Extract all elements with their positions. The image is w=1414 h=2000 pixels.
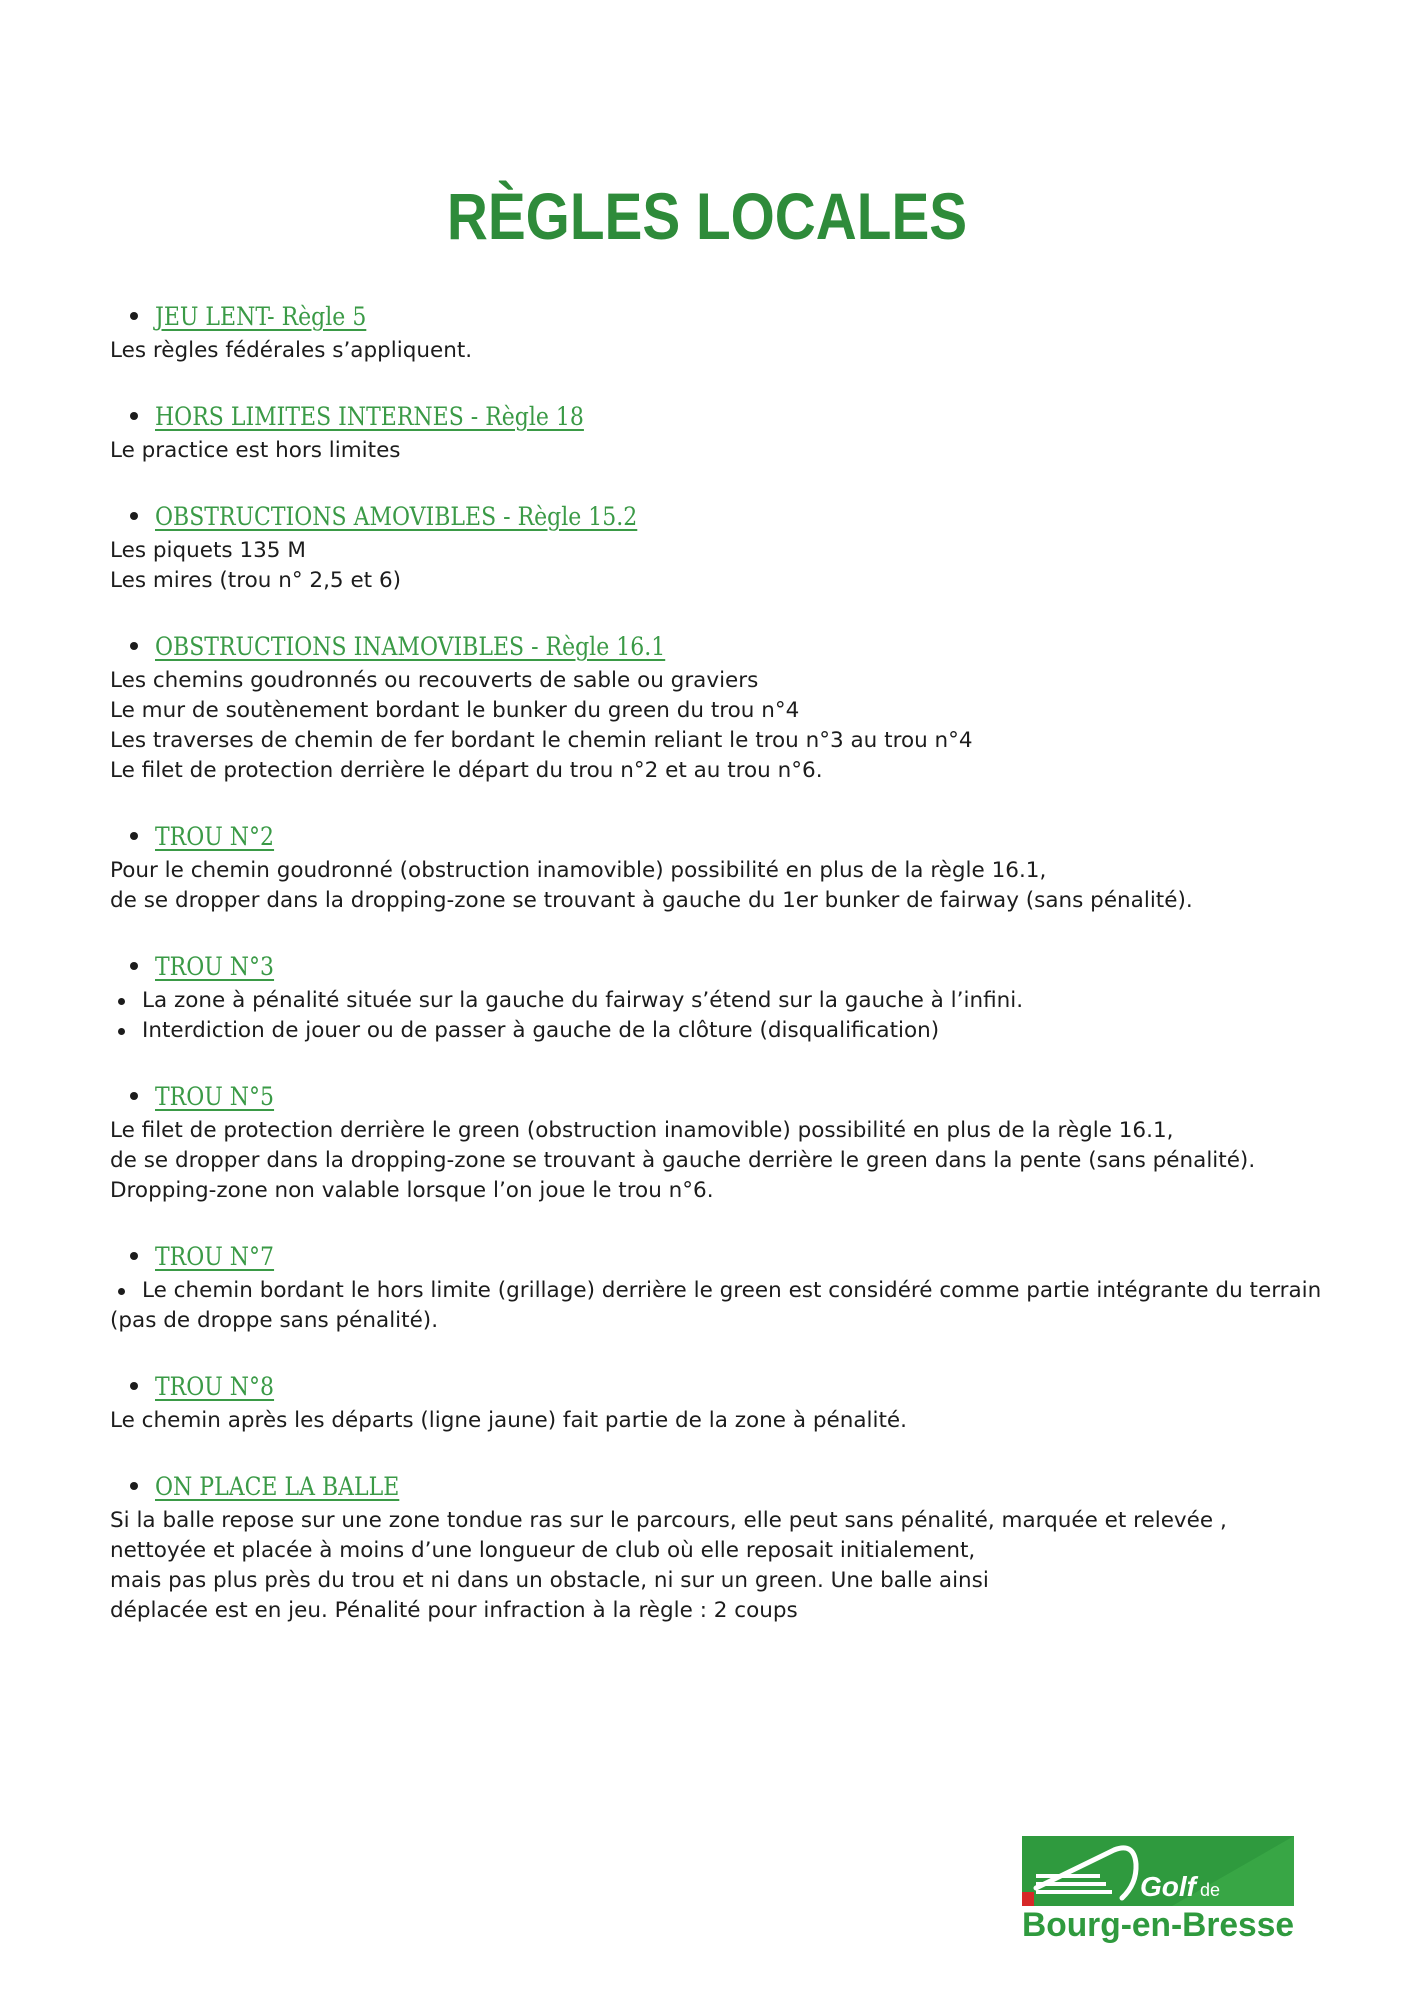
section-link[interactable]: OBSTRUCTIONS AMOVIBLES - Règle 15.2 — [155, 501, 638, 531]
list-item — [110, 1276, 1330, 1306]
section-trou-3 — [110, 946, 1330, 1046]
section-link[interactable]: TROU N°7 — [155, 1241, 275, 1271]
section-text: Pour le chemin goudronné (obstruction inamovible) possibilité en plus de la règle 16.1, — [110, 858, 1047, 883]
section-link[interactable]: HORS LIMITES INTERNES - Règle 18 — [155, 401, 584, 431]
bullet-icon — [130, 1252, 138, 1260]
bullet-icon — [130, 832, 138, 840]
bullet-icon — [130, 1092, 138, 1100]
bullet-icon — [130, 962, 138, 970]
section-trou-8 — [110, 1366, 1330, 1436]
bullet-icon — [130, 1382, 138, 1390]
section-on-place-la-balle — [110, 1466, 1330, 1626]
section-text: Si la balle repose sur une zone tondue ras sur le parcours, elle peut sans pénalité, marquée et relevée , — [110, 1508, 1227, 1533]
logo-de-text: de — [1200, 1880, 1221, 1900]
logo-golf-text: Golf — [1140, 1871, 1196, 1902]
section-text: déplacée est en jeu. Pénalité pour infraction à la règle : 2 coups — [110, 1598, 798, 1623]
section-link[interactable]: TROU N°2 — [155, 821, 275, 851]
logo-bourg-text: Bourg-en-Bresse — [1022, 1906, 1294, 1944]
section-link[interactable]: ON PLACE LA BALLE — [155, 1471, 400, 1501]
bullet-icon — [118, 1028, 125, 1035]
section-link[interactable]: OBSTRUCTIONS INAMOVIBLES - Règle 16.1 — [155, 631, 666, 661]
section-text: Les chemins goudronnés ou recouverts de sable ou graviers — [110, 668, 759, 693]
rules-list — [110, 296, 1330, 1656]
section-text: de se dropper dans la dropping-zone se trouvant à gauche derrière le green dans la pente (sans pénalité). — [110, 1148, 1256, 1173]
section-text: Dropping-zone non valable lorsque l’on joue le trou n°6. — [110, 1178, 714, 1203]
bullet-icon — [130, 512, 138, 520]
section-link[interactable]: TROU N°3 — [155, 951, 275, 981]
golf-logo — [1022, 1836, 1294, 1946]
section-obstructions-inamovibles — [110, 626, 1330, 786]
section-trou-5 — [110, 1076, 1330, 1206]
section-text: Les traverses de chemin de fer bordant le chemin reliant le trou n°3 au trou n°4 — [110, 728, 973, 753]
section-text: (pas de droppe sans pénalité). — [110, 1308, 439, 1333]
section-text: mais pas plus près du trou et ni dans un obstacle, ni sur un green. Une balle ainsi — [110, 1568, 989, 1593]
section-link[interactable]: JEU LENT- Règle 5 — [155, 301, 367, 331]
bullet-icon — [118, 998, 125, 1005]
section-text: Les mires (trou n° 2,5 et 6) — [110, 568, 402, 593]
list-item — [110, 1016, 1330, 1046]
section-obstructions-amovibles — [110, 496, 1330, 596]
bullet-icon — [118, 1288, 125, 1295]
section-text: Les règles fédérales s’appliquent. — [110, 338, 473, 363]
section-link[interactable]: TROU N°8 — [155, 1371, 275, 1401]
bullet-icon — [130, 642, 138, 650]
bullet-icon — [130, 1482, 138, 1490]
bullet-icon — [130, 412, 138, 420]
section-text: Le chemin après les départs (ligne jaune) fait partie de la zone à pénalité. — [110, 1408, 907, 1433]
section-text: de se dropper dans la dropping-zone se trouvant à gauche du 1er bunker de fairway (sans pénalité). — [110, 888, 1193, 913]
section-text: Les piquets 135 M — [110, 538, 306, 563]
section-link[interactable]: TROU N°5 — [155, 1081, 275, 1111]
list-item-text: Le chemin bordant le hors limite (grillage) derrière le green est considéré comme partie intégrante du terrain — [142, 1278, 1322, 1303]
section-trou-2 — [110, 816, 1330, 916]
section-jeu-lent — [110, 296, 1330, 366]
list-item-text: Interdiction de jouer ou de passer à gauche de la clôture (disqualification) — [142, 1018, 940, 1043]
section-hors-limites — [110, 396, 1330, 466]
bullet-icon — [130, 312, 138, 320]
section-trou-7 — [110, 1236, 1330, 1336]
list-item-text: La zone à pénalité située sur la gauche du fairway s’étend sur la gauche à l’infini. — [142, 988, 1024, 1013]
section-text: nettoyée et placée à moins d’une longueur de club où elle reposait initialement, — [110, 1538, 976, 1563]
section-text: Le filet de protection derrière le départ du trou n°2 et au trou n°6. — [110, 758, 823, 783]
logo-red-accent — [1022, 1892, 1034, 1906]
page-title: RÈGLES LOCALES — [446, 179, 968, 253]
list-item — [110, 986, 1330, 1016]
section-text: Le filet de protection derrière le green (obstruction inamovible) possibilité en plus de la règle 16.1, — [110, 1118, 1174, 1143]
section-text: Le practice est hors limites — [110, 438, 401, 463]
section-text: Le mur de soutènement bordant le bunker du green du trou n°4 — [110, 698, 800, 723]
